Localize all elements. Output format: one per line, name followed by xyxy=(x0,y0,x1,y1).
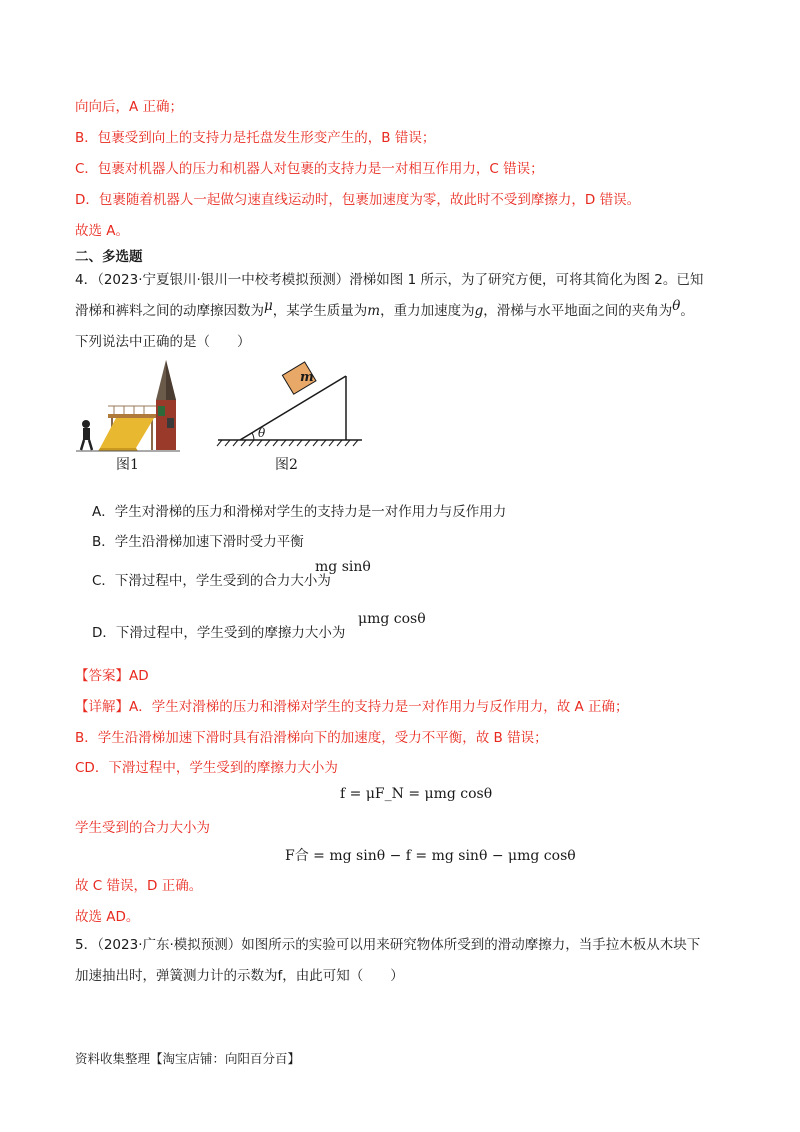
theta-symbol: θ xyxy=(672,298,681,314)
figure-1-label: 图1 xyxy=(116,457,139,473)
q4-stem-line-1: 4．（2023·宁夏银川·银川一中校考模拟预测）滑梯如图 1 所示，为了研究方便，可将其简化为图 2。已知 xyxy=(75,272,704,288)
answer-label: 【答案】AD xyxy=(75,668,149,684)
q4-stem-text: 滑梯和裤料之间的动摩擦因数为 xyxy=(75,303,264,319)
q4-option-c: C．下滑过程中，学生受到的合力大小为 xyxy=(92,573,331,589)
block-mass-label: m xyxy=(300,370,314,385)
q4-option-b: B．学生沿滑梯加速下滑时受力平衡 xyxy=(92,534,304,550)
q4-stem-line-3: 下列说法中正确的是（ ） xyxy=(75,334,251,350)
detail-cd: CD．下滑过程中，学生受到的摩擦力大小为 xyxy=(75,760,338,776)
prev-answer-line-1: 向向后，A 正确； xyxy=(75,99,184,115)
slide-figure-svg xyxy=(72,356,372,456)
q5-stem-line-2: 加速抽出时，弹簧测力计的示数为f，由此可知（ ） xyxy=(75,968,404,984)
q4-option-a: A．学生对滑梯的压力和滑梯对学生的支持力是一对作用力与反作用力 xyxy=(92,504,507,520)
net-force-label: 学生受到的合力大小为 xyxy=(75,820,210,836)
net-force-equation: F合 = mg sinθ − f = mg sinθ − μmg cosθ xyxy=(285,848,576,864)
page-footer: 资料收集整理【淘宝店铺：向阳百分百】 xyxy=(75,1051,301,1066)
section-title: 二、多选题 xyxy=(75,249,143,265)
detail-b: B．学生沿滑梯加速下滑时具有沿滑梯向下的加速度，受力不平衡，故 B 错误； xyxy=(75,730,548,746)
q4-figure xyxy=(72,356,372,476)
q4-stem-text: 。 xyxy=(680,303,694,319)
incline-diagram xyxy=(217,362,362,446)
q4-stem-text: ，滑梯与水平地面之间的夹角为 xyxy=(483,303,673,319)
prev-answer-line-4: D．包裹随着机器人一起做匀速直线运动时，包裹加速度为零，故此时不受到摩擦力，D 错误。 xyxy=(75,192,641,208)
answer-conclusion: 故 C 错误，D 正确。 xyxy=(75,878,203,894)
figure-2-label: 图2 xyxy=(275,457,298,473)
angle-theta-label: θ xyxy=(258,426,266,440)
q4-option-d: D．下滑过程中，学生受到的摩擦力大小为 xyxy=(92,625,346,641)
prev-answer-line-3: C．包裹对机器人的压力和机器人对包裹的支持力是一对相互作用力，C 错误； xyxy=(75,161,544,177)
detail-a: 【详解】A．学生对滑梯的压力和滑梯对学生的支持力是一对作用力与反作用力，故 A 正确； xyxy=(75,699,629,715)
mu-symbol: μ xyxy=(264,298,273,314)
friction-equation: f = μF_N = μmg cosθ xyxy=(340,786,493,802)
q4-stem-text: ，重力加速度为 xyxy=(380,303,475,319)
q4-option-d-formula: μmg cosθ xyxy=(358,611,426,627)
prev-answer-line-2: B．包裹受到向上的支持力是托盘发生形变产生的，B 错误； xyxy=(75,130,436,146)
q4-option-c-formula: mg sinθ xyxy=(315,559,371,575)
gravity-symbol: g xyxy=(474,303,484,319)
playground-slide-illustration xyxy=(76,360,180,451)
mass-symbol: m xyxy=(367,303,381,319)
q4-stem-text: ，某学生质量为 xyxy=(272,303,368,319)
q4-stem-line-2 xyxy=(75,298,694,321)
prev-answer-line-5: 故选 A。 xyxy=(75,223,130,239)
q5-stem-line-1: 5．（2023·广东·模拟预测）如图所示的实验可以用来研究物体所受到的滑动摩擦力，当手拉木板从木块下 xyxy=(75,937,701,953)
answer-choice: 故选 AD。 xyxy=(75,909,140,925)
